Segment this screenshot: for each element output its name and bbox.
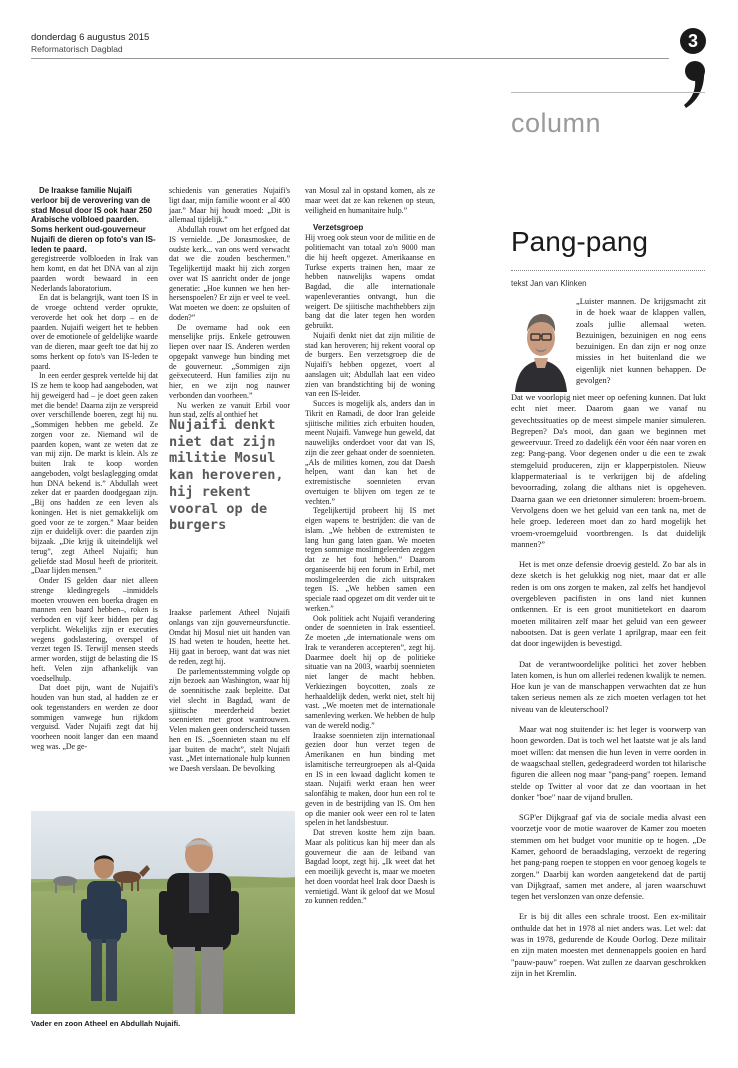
article-paragraph: geregistreerde volbloeden in Irak van hem komt, en dat het DNA van al zijn paarden wordt bewaard in een Nederlands laboratorium. [31, 254, 158, 293]
article-paragraph: Iraakse parlement Atheel Nujaifi onlangs van zijn gouverneursfunctie. Omdat hij Mosul niet uit handen van IS had weten te houden, heette het. Hij gaat in beroep, want dat was niet de reden, zegt hij. [169, 608, 290, 666]
section-subhead: Verzetsgroep [313, 223, 364, 233]
article-paragraph: De parlementsstemming volgde op zijn bezoek aan Washington, waar hij de soennitische zaak bepleitte. Dat viel slecht in Bagdad, want de sjiitische meerderheid beziet soennieten met groot wantrouwen. Velen maken geen onderscheid tussen hen en IS. „Soennieten staan nu elf jaar buiten de macht”, stelt Nujaifi vast. „Met internationale hulp kunnen we Daesh verslaan. De bevolking [169, 666, 290, 773]
comma-logo-icon [683, 60, 707, 110]
column-byline: tekst Jan van Klinken [511, 279, 587, 288]
article-paragraph: En dat is belangrijk, want toen IS in de vroege ochtend verder oprukte, veroverde het ook het dorp – en de paarden. Nujaifi weigert het te hebben over de emotionele of geldelijke waarde van de dieren, maar geeft toe dat hij zo soms herkent op foto's van IS-leden te paard. [31, 293, 158, 371]
column-text-full [511, 392, 706, 979]
column-paragraph: Maar wat nog stuitender is: het leger is voorwerp van hoon geworden. Dat is toch wel het laatste wat je als land moet willen: dat mensen die hun leven in verre oorden in de waagschaal stellen, gedegradeerd worden tot hilarische figuren die alleen nog maar "pang-pang" roepen. Iemand stelde op Twitter al voor dat ze dan voortaan in het donker "boe" naar de vijand brullen. [511, 725, 706, 802]
column-paragraph: Dat de verantwoordelijke politici het zover hebben laten komen, is hun om allerlei redenen kwalijk te nemen. Hoe kun je van de manschappen verwachten dat ze hun taken serieus nemen als ze zich moeten verlagen tot het niveau van de kleuterschool? [511, 659, 706, 714]
article-paragraph: Dat doet pijn, want de Nujaifi's houden van hun stad, al hadden ze er ook tegenstanders en werden ze door sommigen vanwege hun rijkdom verguisd. Vader Nujaifi zegt dat hij voorheen nooit langer dan een maand weg was. „De ge- [31, 683, 158, 751]
photo-caption: Vader en zoon Atheel en Abdullah Nujaifi. [31, 1019, 181, 1028]
page-date: donderdag 6 augustus 2015 [31, 32, 150, 43]
article-column-2-continued [169, 608, 290, 774]
pull-quote: Nujaifi denkt niet dat zijn militie Mosul kan heroveren, hij rekent vooral op de burgers [169, 417, 284, 534]
article-column-1 [31, 186, 158, 752]
article-paragraph: Nu werken ze vanuit Erbil voor hun stad, zelfs al onthief het [169, 400, 290, 420]
article-paragraph: Hij vroeg ook steun voor de militie en de politiemacht van totaal zo'n 9000 man die hij heeft opgezet. Amerikaanse en Turkse experts trainen hen, maar ze hebben nauwelijks wapens omdat Bagdad, die alle internationale wapenleveranties ontvangt, hun die weigert. De sjiitische machthebbers zijn bang dat die later tegen hen worden gebruikt. [305, 233, 435, 330]
column-label: column [511, 108, 602, 138]
headline-dotted-rule [511, 270, 705, 271]
column-text-wrap [576, 296, 706, 386]
page-number-badge: 3 [680, 28, 706, 54]
column-headline: Pang-pang [511, 226, 649, 257]
article-paragraph: Nujaifi denkt niet dat zijn militie de stad kan heroveren; hij rekent vooral op de burgers. Een verzetsgroep die de Nujaifi's hebben opgezet, voert al aanslagen uit; Abdullah laat een video zien van brandstichting bij de woning van een IS-leider. [305, 330, 435, 399]
column-top-rule [511, 92, 705, 93]
article-paragraph: Succes is mogelijk als, anders dan in Tikrit en Ramadi, de door Iran geleide sjiitische milities zich erbuiten houden, meent Nujaifi. Vanwege hun geweld, dat nauwelijks onderdoet voor dat van IS, zijn die zeer gehaat onder de soennieten. „Als de milities komen, zou dat Daesh helpen, want dan kan het de extremistische soennieten ervan overtuigen te blijven om tegen ze te vechten.” [305, 399, 435, 506]
column-paragraph: Er is bij dit alles een schrale troost. Een ex-militair onthulde dat het in 1978 al niet anders was. Let wel: dat was in 1978, gedurende de Koude Oorlog. Deze militair en zijn maten moesten met dennenappels gooien en hard "pauw-pauw" roepen. Wat zullen ze daarvan geschrokken zijn in het Kremlin. [511, 912, 706, 978]
article-column-2 [169, 186, 290, 420]
article-paragraph: Dat streven kostte hem zijn baan. Maar als politicus kan hij meer dan als gouverneur die aan de leiband van Bagdad loopt, zegt hij. „Ik weet dat het een moeilijk gevecht is, maar we moeten het doen voordat heel Irak door Daesh is vernietigd. Want ik geloof dat we Mosul zo kunnen redden.” [305, 828, 435, 906]
article-paragraph: Iraakse soennieten zijn internationaal gezien door hun verzet tegen de Amerikanen en hun binding met islamitische terreurgroepen als al-Qaida en IS in een kwaad daglicht komen te staan. Nujaifi werkt eraan hen weer salonfähig te maken, door hun een rol te geven in de bestrijding van IS. Om hen op die manier ook weer een rol te laten spelen in het landsbestuur. [305, 730, 435, 828]
column-paragraph: „Luister mannen. De krijgsmacht zit in de hoek waar de klappen vallen, zoals jullie allemaal weten. Bezuinigen, bezuinigen en nog eens bezuinigen. En dan zijn er nog onze missies in het buitenland die we eigenlijk niet kunnen behappen. De gevolgen? [576, 297, 706, 386]
article-paragraph: Onder IS gelden daar niet alleen strenge kledingregels –inmiddels moeten vrouwen een boerka dragen en mannen een baard hebben–, roken is verboden en vijf keer bidden per dag verplicht. Wekelijks zijn er executies wegens godslastering, overspel of verzet tegen IS. Terwijl mensen steeds armer worden, stijgt de belasting die IS heft. Velen zijn afhankelijk van voedselhulp. [31, 576, 158, 683]
masthead-rule [31, 58, 669, 59]
article-paragraph: Abdullah rouwt om het erfgoed dat IS vernielde. „De Jonasmoskee, de oudste kerk... van ons werd verwacht dat we die zouden beschermen.” Tegelijkertijd maakt hij zich zorgen over wat IS aanricht onder de jonge generatie: „Hoe kunnen we hen her-hersenspoelen? Er zijn er veel te veel. Wat moeten we doen: ze opsluiten of doden?” [169, 225, 290, 322]
article-paragraph: van Mosul zal in opstand komen, als ze maar weet dat ze kan rekenen op steun, veiligheid en humanitaire hulp.” [305, 186, 435, 215]
article-photo [31, 811, 295, 1014]
article-column-3 [305, 186, 435, 906]
column-paragraph: SGP'er Dijkgraaf gaf via de sociale media alvast een voorzetje voor de motie waarover de Kamer zou moeten stemmen om het budget voor munitie op te hogen. „De Kamer, gehoord de beraadslaging, verzoekt de regering het pang-pang roepen te stoppen en voor genoeg kogels te zorgen.” Daarbij kan worden aangetekend dat de partij van Dijkgraaf, samen met andere, al jaren waarschuwt tegen het verslonzen van onze defensie. [511, 813, 706, 902]
column-paragraph: Dat we voorlopig niet meer op oefening kunnen. Dat lukt echt niet meer. Daarom gaan we vanaf nu gevechtssituaties op de meest simpele manier simuleren. Begrepen? Da's mooi, dan gaan we beginnen met geweervuur. Treed zo dadelijk één voor één naar voren en zeg: Pang-pang. Voor degenen onder u die een te zwak stemgeluid produceren, zijn er klapperpistolen. Nieuw klappermateriaal is te verkrijgen bij de afdeling bevoorrading, zolang die althans niet is opgeheven. Daarna gaan we een drietonner simuleren: broem-broem. Vervolgens doen we het geluid van een tank na, met de hele groep. Iedereen moet dan zo hard mogelijk het vroem-vroemgeluid voortbrengen. Is dat duidelijk mannen?” [511, 393, 706, 549]
article-intro: De Iraakse familie Nujaifi verloor bij de verovering van de stad Mosul door IS ook haar 250 Arabische volbloed paarden. Soms herkent oud-gouverneur Nujaifi de dieren op foto's van IS-leden te paard. [31, 186, 156, 254]
author-portrait [511, 296, 571, 392]
article-paragraph: In een eerder gesprek vertelde hij dat IS ze hem te koop had aangeboden, wat hij geweigerd had – je doet geen zaken met die bende! Daarna zijn ze verspreid over verschillende boeren, zegt hij nu. „Sommigen hebben me gebeld. Ze zorgen voor ze. Niemand wil de paarden kopen, want ze weten dat ze van mij zijn. De markt is klein. Als ze buiten Irak te koop worden aangeboden, volgt beslaglegging omdat hun DNA bekend is.” Abdullah weet zeker dat er paarden doodgegaan zijn. „Bij ons hadden ze een leven als koningen. Het is niet gemakkelijk om goed voor ze te zorgen.” Maar beiden zijn er duidelijk over: die paarden zijn bijzaak. „Die krijg ik uiteindelijk wel terug”, zegt Atheel Nujaifi; hun geliefde stad Mosul heeft de prioriteit. „Daar lijden mensen.” [31, 371, 158, 576]
article-paragraph: De overname had ook een menselijke prijs. Enkele getrouwen liepen over naar IS. Anderen werden opgepakt vanwege hun binding met de gouverneur. „Sommigen zijn geëxecuteerd. Hun families zijn nu hier, en we zijn nog nauwer verbonden dan voorheen.” [169, 322, 290, 400]
publication-name: Reformatorisch Dagblad [31, 44, 123, 54]
article-paragraph: Ook politiek acht Nujaifi verandering onder de soennieten in Irak essentieel. Ze moeten „de internationale wens om Irak te veranderen accepteren”, zegt hij. Daarmee doelt hij op de politieke situatie van na 2003, waarbij soennieten niet langer de macht hebben. Verkiezingen boycotten, zoals ze herhaaldelijk deden, werkt niet, stelt hij vast. „We moeten met de internationale samenleving werken. We hebben de hulp van de wereld nodig.” [305, 613, 435, 730]
article-paragraph: Tegelijkertijd probeert hij IS met eigen wapens te bestrijden: die van de islam. „We hebben de extremisten te lang hun gang laten gaan. We moeten tegen sommige moslimgeleerden zeggen dat ze het fout hebben.” Daarom organiseerde hij een forum in Erbil, met moslimgeleerden die zich uitspraken tegen IS. „We hebben samen een speciale raad opgezet om dit verder uit te werken.” [305, 506, 435, 613]
column-paragraph: Het is met onze defensie droevig gesteld. Zo bar als in deze sketch is het gelukkig nog niet, maar dat er alle reden is om ons zorgen te maken, zal zelfs het handjevol overgebleven pacifisten in ons land niet kunnen ontkennen. Er is een groot munitietekort en daarom moeten militairen zelf maar het geluid van een geweer nabootsen. Dat is geen verlate 1 aprilgrap, maar een feit dat door ingewijden is bevestigd. [511, 560, 706, 649]
article-paragraph: schiedenis van generaties Nujaifi's ligt daar, mijn familie woont er al 400 jaar.” Maar hij houdt moed: „Dit is allemaal tijdelijk.” [169, 186, 290, 225]
